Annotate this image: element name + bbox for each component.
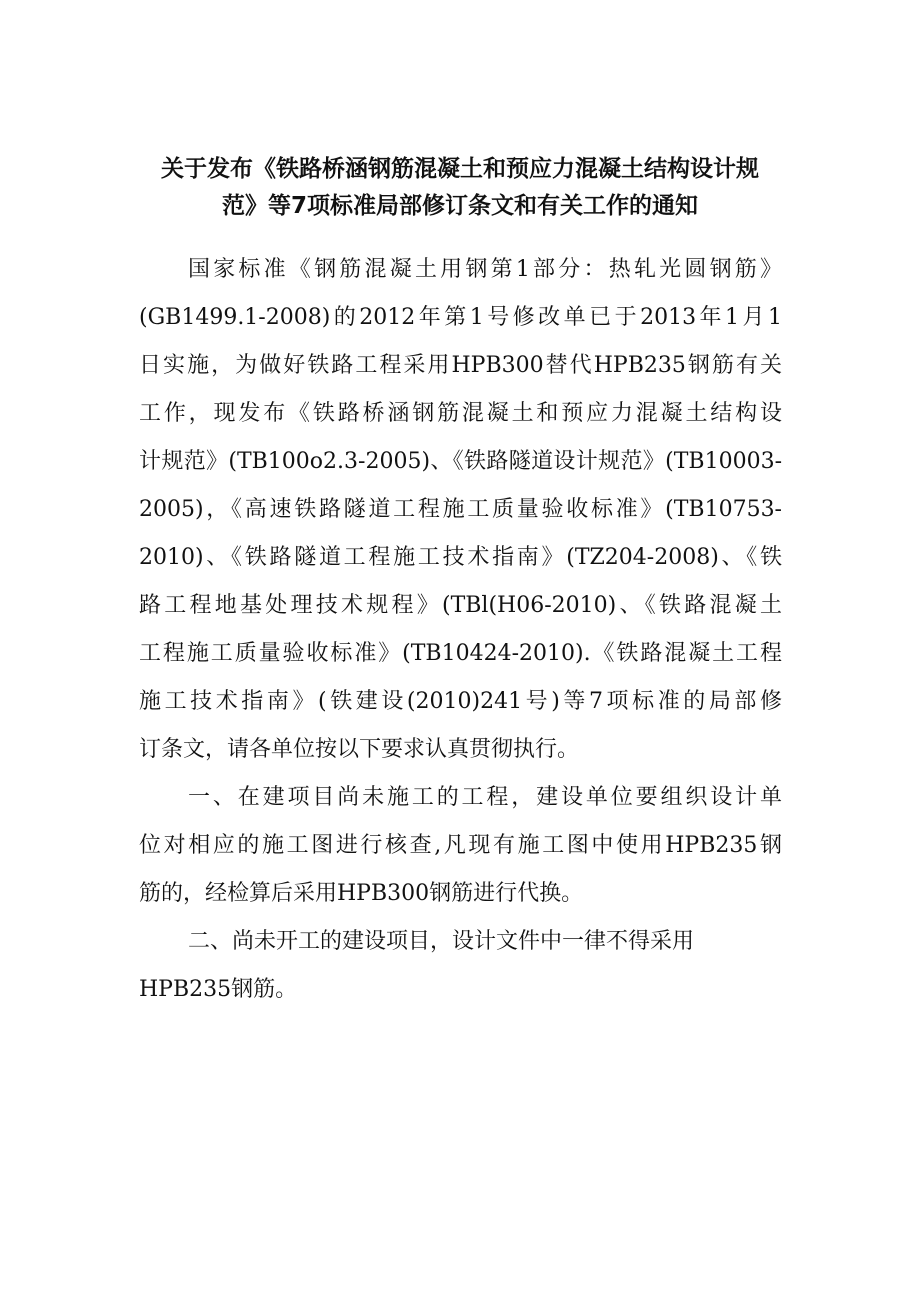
paragraph-1-line-9: 工程施工质量验收标准》(TB10424-2010).《铁路混凝土工程: [139, 641, 782, 666]
paragraph-1-line-3: 日实施，为做好铁路工程采用HPB300替代HPB235钢筋有关: [139, 353, 782, 378]
paragraph-1-line-8: 路工程地基处理技术规程》(TBl(H06-2010)、《铁路混凝土: [139, 593, 782, 618]
paragraph-1-line-10: 施工技术指南》(铁建设(2010)241号)等7项标准的局部修: [139, 689, 782, 714]
paragraph-2-line-2: 位对相应的施工图进行核查,凡现有施工图中使用HPB235钢: [139, 833, 782, 858]
document-title-line-2: 范》等7项标准局部修订条文和有关工作的通知: [221, 193, 698, 219]
paragraph-1-line-2: (GB1499.1-2008)的2012年第1号修改单已于2013年1月1: [139, 305, 782, 330]
document-title-line-1: 关于发布《铁路桥涵钢筋混凝土和预应力混凝土结构设计规: [161, 156, 759, 182]
paragraph-1-line-1: 国家标准《钢筋混凝土用钢第1部分：热轧光圆钢筋》: [188, 257, 782, 282]
paragraph-3-line-1: 二、尚未开工的建设项目，设计文件中一律不得采用: [188, 929, 695, 954]
paragraph-1-line-11: 订条文，请各单位按以下要求认真贯彻执行。: [139, 737, 580, 762]
paragraph-2-line-1: 一、在建项目尚未施工的工程，建设单位要组织设计单: [188, 785, 782, 810]
paragraph-1-line-6: 2005)，《高速铁路隧道工程施工质量验收标准》(TB10753-: [139, 497, 782, 522]
paragraph-1-line-4: 工作，现发布《铁路桥涵钢筋混凝土和预应力混凝土结构设: [139, 401, 782, 426]
paragraph-1-line-5: 计规范》(TB100o2.3-2005)、《铁路隧道设计规范》(TB10003-: [139, 449, 782, 474]
paragraph-3-line-2: HPB235钢筋。: [139, 977, 298, 1002]
paragraph-1-line-7: 2010)、《铁路隧道工程施工技术指南》(TZ204-2008)、《铁: [139, 545, 782, 570]
paragraph-2-line-3: 筋的，经检算后采用HPB300钢筋进行代换。: [139, 881, 584, 906]
